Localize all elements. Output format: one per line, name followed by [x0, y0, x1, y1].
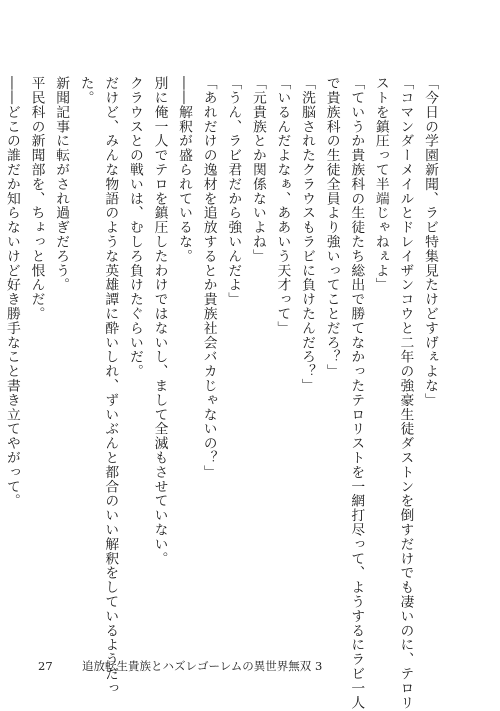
page-number: 27 — [38, 659, 53, 673]
text-line: ――どこの誰だか知らないけど好き勝手なこと書き立てやがって。 — [3, 76, 20, 508]
text-line: た。 — [77, 76, 94, 105]
text-line: 「洗脳されたクラウスもラビに負けたんだろ？」 — [299, 76, 316, 393]
text-line: 新聞記事に転がされ過ぎだろう。 — [53, 76, 70, 292]
text-line: 「あれだけの逸材を追放するとか貴族社会バカじゃないの？」 — [200, 76, 217, 480]
text-line: ――解釈が盛られているな。 — [176, 76, 193, 264]
text-line: 「元貴族とか関係ないよね」 — [249, 76, 266, 264]
text-line: 「コマンダーメイルとドレイザンコウと二年の強豪生徒ダストンを倒すだけでも凄いのに、テロリ — [397, 76, 414, 710]
page-footer — [38, 658, 322, 674]
running-title: 追放転生貴族とハズレゴーレムの異世界無双 3 — [82, 659, 323, 673]
text-line: 別に俺一人でテロを鎮圧したわけではないし、まして全滅もさせていない。 — [151, 76, 168, 566]
text-line: 「いるんだよなぁ、ああいう天才って」 — [274, 76, 291, 336]
text-line: 「今日の学園新聞、ラビ特集見たけどすげぇよな」 — [422, 76, 438, 408]
text-line: だけど、みんな物語のような英雄譚に酔いしれ、ずいぶんと都合のいい解釈をしているようだっ — [102, 76, 119, 696]
text-line: 平民科の新聞部を、ちょっと恨んだ。 — [28, 76, 45, 321]
text-line: 「うん、ラビ君だから強いんだよ」 — [225, 76, 242, 307]
text-line: ストを鎮圧って半端じゃねぇよ」 — [372, 76, 389, 292]
text-line: 「ていうか貴族科の生徒たち総出で勝てなかったテロリストを一網打尽って、ようするにラビ一人 — [348, 76, 365, 710]
text-line: クラウスとの戦いは、むしろ負けたぐらいだ。 — [126, 76, 143, 379]
text-line: で貴族科の生徒全員より強いってことだろ？」 — [323, 76, 340, 379]
